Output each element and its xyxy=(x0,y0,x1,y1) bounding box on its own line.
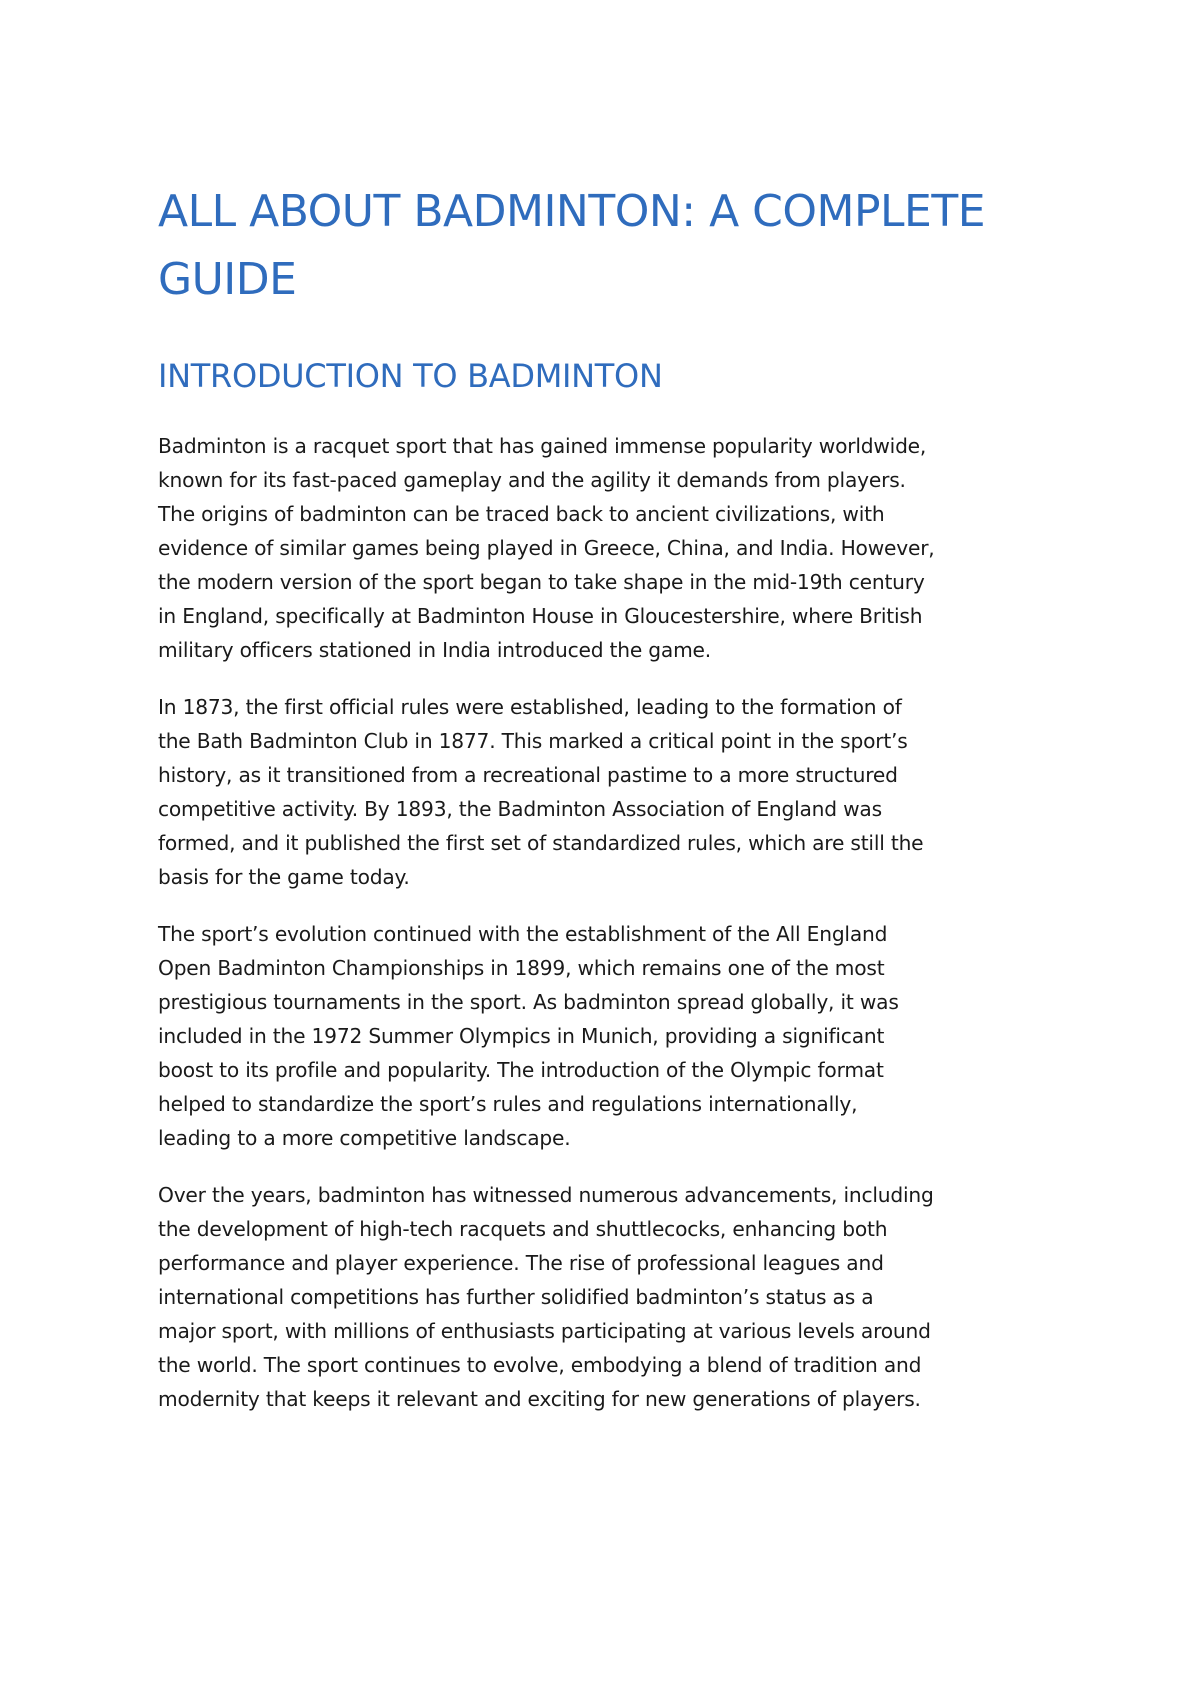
paragraph-line: The sport’s evolution continued with the establishment of the All England xyxy=(158,922,888,946)
paragraph-rules xyxy=(158,690,1058,894)
paragraph-line: performance and player experience. The rise of professional leagues and xyxy=(158,1251,884,1275)
paragraph-origins xyxy=(158,429,1058,667)
paragraph-line: known for its fast-paced gameplay and the agility it demands from players. xyxy=(158,468,906,492)
paragraph-line: included in the 1972 Summer Olympics in Munich, providing a significant xyxy=(158,1024,885,1048)
paragraph-line: The origins of badminton can be traced back to ancient civilizations, with xyxy=(158,502,885,526)
paragraph-line: basis for the game today. xyxy=(158,865,410,889)
title-line: GUIDE xyxy=(158,254,297,305)
paragraph-line: prestigious tournaments in the sport. As badminton spread globally, it was xyxy=(158,990,899,1014)
paragraph-line: competitive activity. By 1893, the Badminton Association of England was xyxy=(158,797,882,821)
paragraph-line: the modern version of the sport began to take shape in the mid-19th century xyxy=(158,570,925,594)
paragraph-line: history, as it transitioned from a recreational pastime to a more structured xyxy=(158,763,898,787)
paragraph-advancements xyxy=(158,1178,1058,1416)
title-line: ALL ABOUT BADMINTON: A COMPLETE xyxy=(158,186,986,237)
paragraph-line: Open Badminton Championships in 1899, which remains one of the most xyxy=(158,956,885,980)
paragraph-line: leading to a more competitive landscape. xyxy=(158,1126,571,1150)
document-title xyxy=(158,178,1058,314)
paragraph-line: boost to its profile and popularity. The introduction of the Olympic format xyxy=(158,1058,884,1082)
paragraph-line: modernity that keeps it relevant and exciting for new generations of players. xyxy=(158,1387,921,1411)
paragraph-line: Badminton is a racquet sport that has gained immense popularity worldwide, xyxy=(158,434,927,458)
paragraph-evolution xyxy=(158,917,1058,1155)
paragraph-line: formed, and it published the first set of standardized rules, which are still the xyxy=(158,831,924,855)
paragraph-line: Over the years, badminton has witnessed numerous advancements, including xyxy=(158,1183,934,1207)
paragraph-line: the development of high-tech racquets and shuttlecocks, enhancing both xyxy=(158,1217,888,1241)
paragraph-line: the Bath Badminton Club in 1877. This marked a critical point in the sport’s xyxy=(158,729,908,753)
document-content xyxy=(158,178,1058,1416)
paragraph-line: helped to standardize the sport’s rules and regulations internationally, xyxy=(158,1092,858,1116)
paragraph-line: in England, specifically at Badminton House in Gloucestershire, where British xyxy=(158,604,923,628)
paragraph-line: evidence of similar games being played in Greece, China, and India. However, xyxy=(158,536,935,560)
section-heading: INTRODUCTION TO BADMINTON xyxy=(158,357,663,395)
paragraph-line: military officers stationed in India introduced the game. xyxy=(158,638,711,662)
paragraph-line: international competitions has further solidified badminton’s status as a xyxy=(158,1285,874,1309)
paragraph-line: the world. The sport continues to evolve, embodying a blend of tradition and xyxy=(158,1353,922,1377)
paragraph-line: major sport, with millions of enthusiasts participating at various levels around xyxy=(158,1319,931,1343)
paragraph-line: In 1873, the first official rules were established, leading to the formation of xyxy=(158,695,902,719)
